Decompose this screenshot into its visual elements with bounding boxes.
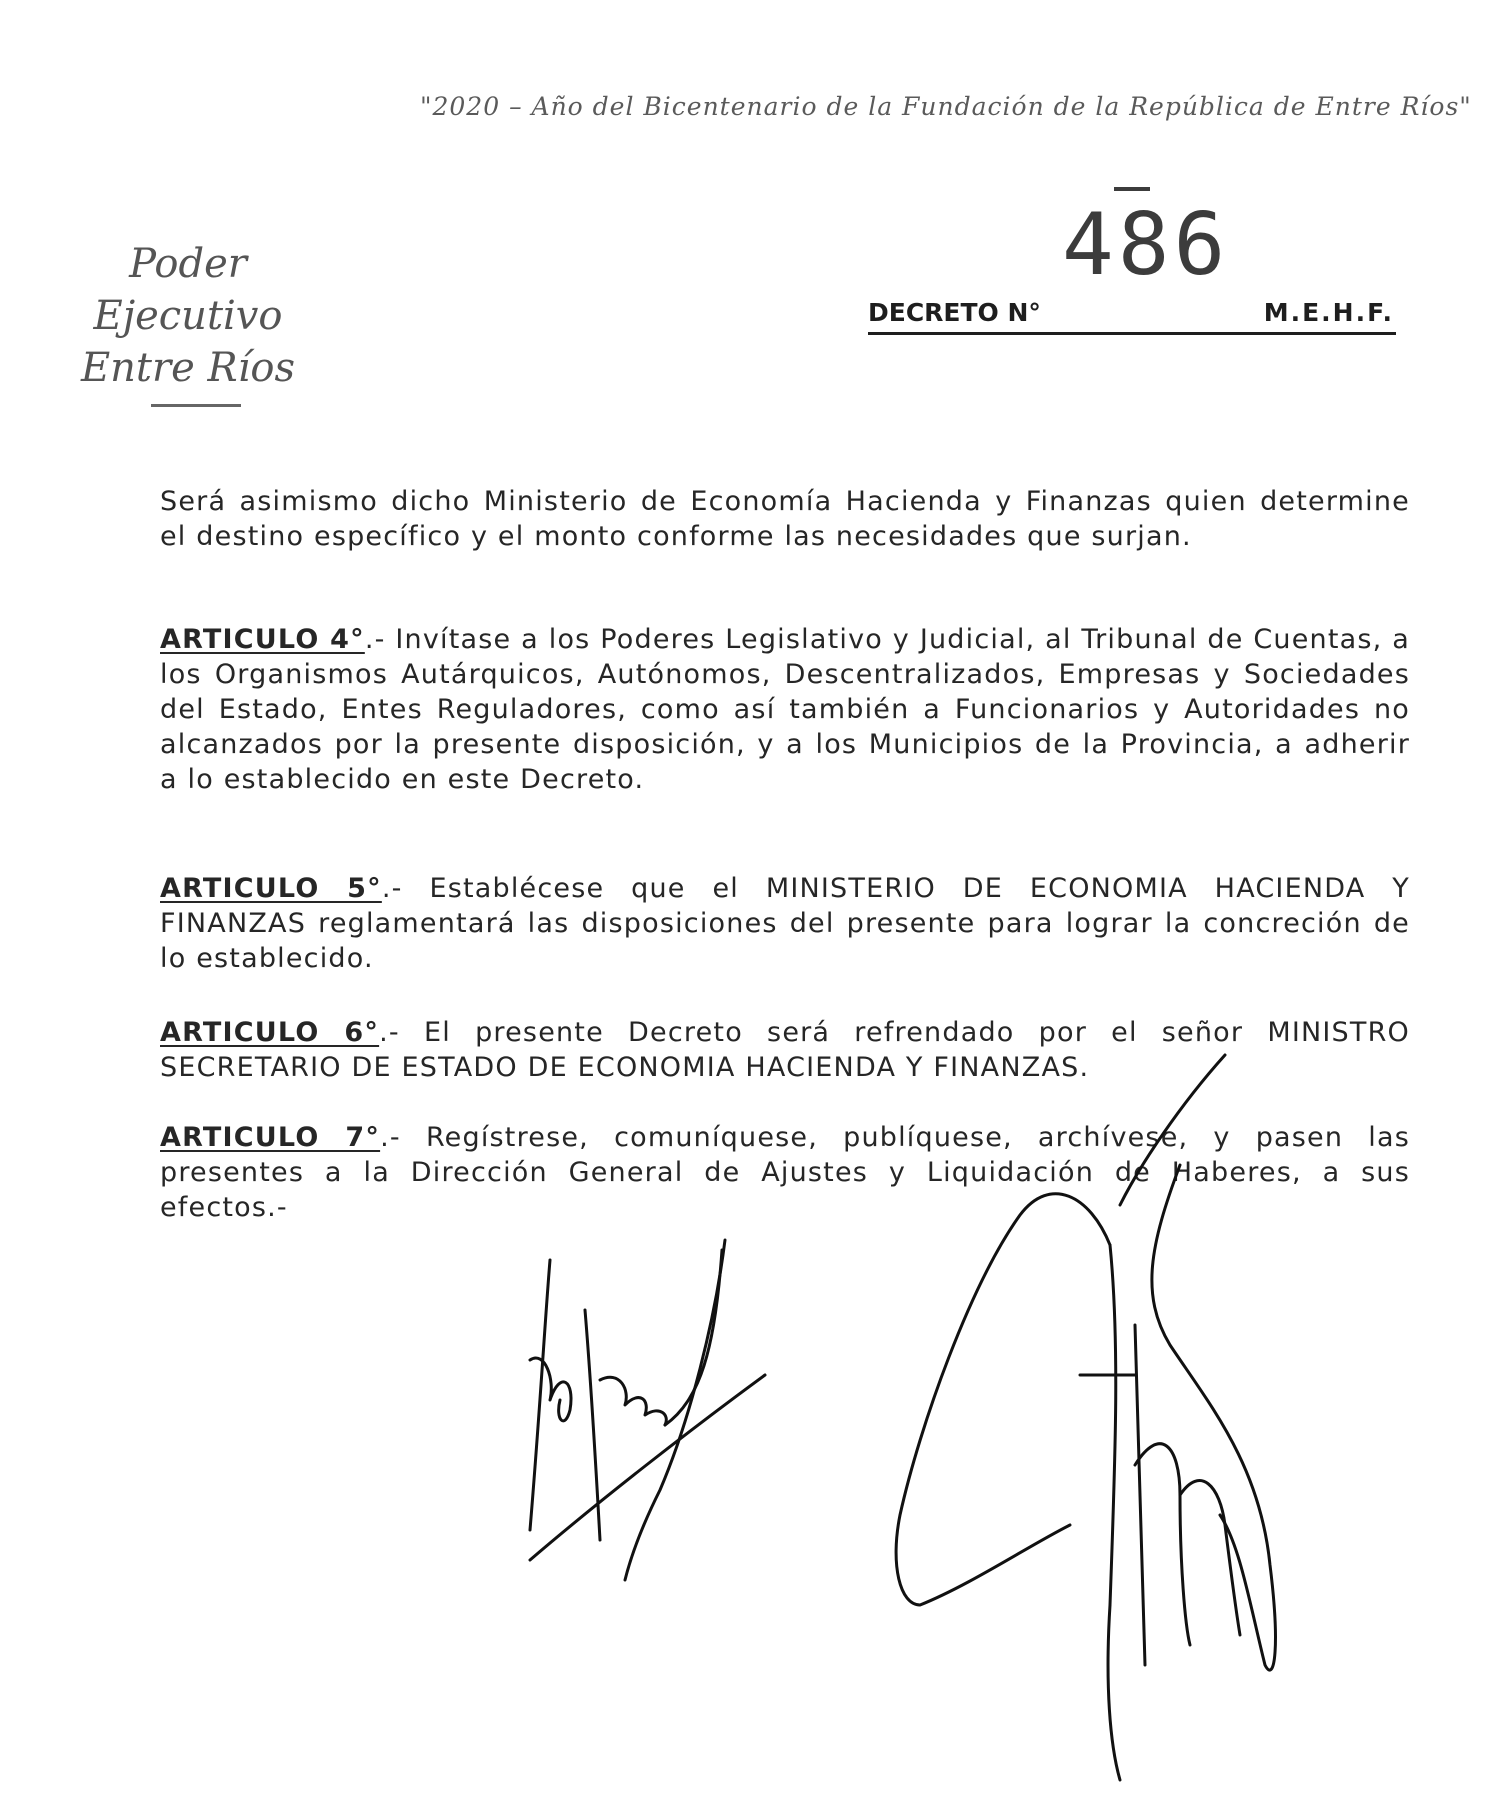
intro-paragraph: Será asimismo dicho Ministerio de Economía Hacienda y Finanzas quien determine el destino específico y el monto conforme las necesidades que surjan. (160, 486, 1410, 552)
article-5 (160, 871, 1410, 976)
signature-governor (880, 1045, 1300, 1785)
article-5-separator: .- (381, 873, 430, 904)
ministry-acronym: M.E.H.F. (1263, 298, 1394, 327)
seal-rule (151, 404, 241, 407)
article-7-separator: .- (380, 1122, 426, 1153)
decree-heading-line (868, 298, 1396, 335)
article-7-text: Regístrese, comuníquese, publíquese, archívese, y pasen las presentes a la Dirección General de Ajustes y Liquidación de Haberes, a sus efectos.- (160, 1122, 1410, 1223)
article-5-text: Establécese que el MINISTERIO DE ECONOMIA HACIENDA Y FINANZAS reglamentará las disposiciones del presente para lograr la concreción de lo establecido. (160, 873, 1410, 974)
seal-line-2: Entre Ríos (80, 345, 296, 391)
article-6-separator: .- (379, 1017, 424, 1048)
article-5-heading: ARTICULO 5° (160, 873, 382, 904)
decree-label: DECRETO N° (868, 298, 1041, 327)
signature-minister (500, 1230, 790, 1610)
decree-number (1062, 195, 1229, 295)
seal-line-1: Poder Ejecutivo (93, 241, 283, 339)
article-4 (160, 622, 1410, 797)
article-4-heading: ARTICULO 4° (160, 624, 365, 655)
executive-seal (48, 238, 328, 407)
article-4-separator: .- (364, 624, 396, 655)
header-motto: "2020 – Año del Bicentenario de la Fundación de la República de Entre Ríos" (420, 92, 1472, 121)
article-4-text: Invítase a los Poderes Legislativo y Judicial, al Tribunal de Cuentas, a los Organismos Autárquicos, Autónomos, Descentralizados, Empresas y Sociedades del Estado, Entes Reguladores, como así también a Funcionarios y Autoridades no alcanzados por la presente disposición, y a los Municipios de la Provincia, a adherir a lo establecido en este Decreto. (160, 624, 1410, 795)
article-6-heading: ARTICULO 6° (160, 1017, 380, 1048)
decree-number-value: 486 (1062, 195, 1230, 295)
decree-number-mark (1114, 187, 1150, 191)
article-6-text: El presente Decreto será refrendado por el señor MINISTRO SECRETARIO DE ESTADO DE ECONOMIA HACIENDA Y FINANZAS. (160, 1017, 1410, 1083)
article-7-heading: ARTICULO 7° (160, 1122, 381, 1153)
